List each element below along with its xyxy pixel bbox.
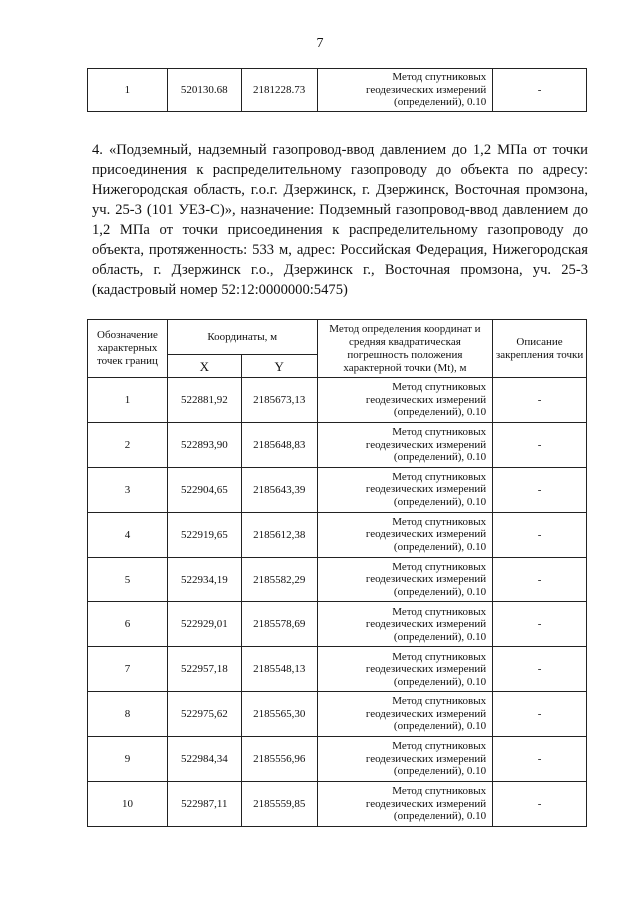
- x-coordinate-cell: 522881,92: [167, 378, 241, 423]
- method-cell: [317, 512, 493, 557]
- y-coordinate-cell: 2185673,13: [241, 378, 317, 423]
- coordinates-table: [87, 319, 587, 827]
- x-coordinate-cell: 522984,34: [167, 737, 241, 782]
- method-line: (определений), 0.10: [393, 810, 487, 823]
- method-line: (определений), 0.10: [393, 675, 487, 688]
- table-row: [88, 422, 587, 467]
- method-line: геодезических измерений: [365, 797, 487, 810]
- y-coordinate-cell: 2185556,96: [241, 737, 317, 782]
- method-cell: [317, 69, 493, 112]
- method-line: геодезических измерений: [365, 573, 487, 586]
- point-cell: 6: [88, 602, 168, 647]
- table-header-row: [88, 320, 587, 355]
- fixing-cell: -: [493, 737, 587, 782]
- header-coords: Координаты, м: [167, 320, 317, 355]
- table-row: [88, 602, 587, 647]
- table-body: [88, 378, 587, 827]
- method-line: геодезических измерений: [365, 618, 487, 631]
- method-cell: [317, 378, 493, 423]
- header-fixing: Описание закрепления точки: [493, 320, 587, 378]
- fixing-cell: -: [493, 782, 587, 827]
- method-line: (определений), 0.10: [394, 96, 487, 109]
- method-line: геодезических измерений: [365, 752, 487, 765]
- top-table-body: [88, 69, 587, 112]
- point-cell: 8: [88, 692, 168, 737]
- method-line: Метод спутниковых: [392, 605, 487, 618]
- table-row: [88, 782, 587, 827]
- fixing-cell: -: [493, 557, 587, 602]
- method-cell: [317, 647, 493, 692]
- fixing-cell: -: [493, 378, 587, 423]
- x-coordinate-cell: 522919,65: [167, 512, 241, 557]
- method-cell: [317, 467, 493, 512]
- x-coordinate-cell: 520130.68: [167, 69, 241, 112]
- table-row: [88, 378, 587, 423]
- method-line: Метод спутниковых: [392, 71, 487, 84]
- point-cell: 2: [88, 422, 168, 467]
- table-row: [88, 692, 587, 737]
- point-cell: 5: [88, 557, 168, 602]
- method-cell: [317, 557, 493, 602]
- table-row: [88, 557, 587, 602]
- method-line: Метод спутниковых: [392, 426, 487, 439]
- x-coordinate-cell: 522975,62: [167, 692, 241, 737]
- fixing-cell: -: [493, 69, 587, 112]
- method-line: геодезических измерений: [365, 663, 487, 676]
- header-y: Y: [241, 355, 317, 378]
- method-line: геодезических измерений: [365, 83, 487, 96]
- point-cell: 1: [88, 69, 168, 112]
- fixing-cell: -: [493, 422, 587, 467]
- method-line: Метод спутниковых: [392, 650, 487, 663]
- method-line: Метод спутниковых: [392, 560, 487, 573]
- table-row: [88, 512, 587, 557]
- point-cell: 3: [88, 467, 168, 512]
- method-line: (определений), 0.10: [393, 585, 487, 598]
- y-coordinate-cell: 2185559,85: [241, 782, 317, 827]
- point-cell: 9: [88, 737, 168, 782]
- fixing-cell: -: [493, 647, 587, 692]
- method-line: (определений), 0.10: [393, 495, 487, 508]
- y-coordinate-cell: 2185612,38: [241, 512, 317, 557]
- point-cell: 1: [88, 378, 168, 423]
- x-coordinate-cell: 522987,11: [167, 782, 241, 827]
- y-coordinate-cell: 2185578,69: [241, 602, 317, 647]
- method-line: геодезических измерений: [365, 483, 487, 496]
- table-row: [88, 647, 587, 692]
- header-point: Обозначение характерных точек границ: [88, 320, 168, 378]
- method-cell: [317, 602, 493, 647]
- point-cell: 7: [88, 647, 168, 692]
- header-x: X: [167, 355, 241, 378]
- point-cell: 10: [88, 782, 168, 827]
- method-line: геодезических измерений: [365, 438, 487, 451]
- method-line: Метод спутниковых: [392, 740, 487, 753]
- table-row: [88, 69, 587, 112]
- method-cell: [317, 782, 493, 827]
- method-line: (определений), 0.10: [393, 765, 487, 778]
- method-line: (определений), 0.10: [393, 451, 487, 464]
- method-line: (определений), 0.10: [393, 406, 487, 419]
- method-line: геодезических измерений: [365, 528, 487, 541]
- x-coordinate-cell: 522934,19: [167, 557, 241, 602]
- x-coordinate-cell: 522929,01: [167, 602, 241, 647]
- fixing-cell: -: [493, 602, 587, 647]
- method-line: Метод спутниковых: [392, 470, 487, 483]
- page-number: 7: [316, 36, 324, 51]
- header-method: Метод определения координат и средняя квадратическая погрешность положения характерной точки (Mt), м: [317, 320, 493, 378]
- x-coordinate-cell: 522893,90: [167, 422, 241, 467]
- object-description: 4. «Подземный, надземный газопровод-ввод давлением до 1,2 МПа от точки присоединения к распределительному газопроводу до объекта по адресу: Нижегородская область, г.о.г. Дзержинск, г. Дзержинск, Восточная промзона, уч. 25-3 (101 УЕЗ-С)», назначение: Подземный газопровод-ввод давлением до 1,2 МПа от точки присоединения к распределительному газопроводу до объекта, протяженность: 533 м, адрес: Российская Федерация, Нижегородская область, г. Дзержинск г.о., Дзержинск г., Восточная промзона, уч. 25-3 (кадастровый номер 52:12:0000000:5475): [92, 142, 588, 298]
- method-cell: [317, 422, 493, 467]
- top-coordinates-table: [87, 68, 587, 112]
- method-line: (определений), 0.10: [393, 630, 487, 643]
- method-line: Метод спутниковых: [392, 785, 487, 798]
- fixing-cell: -: [493, 467, 587, 512]
- y-coordinate-cell: 2185548,13: [241, 647, 317, 692]
- method-line: Метод спутниковых: [392, 381, 487, 394]
- method-line: Метод спутниковых: [392, 695, 487, 708]
- table-row: [88, 467, 587, 512]
- method-line: (определений), 0.10: [393, 540, 487, 553]
- x-coordinate-cell: 522904,65: [167, 467, 241, 512]
- method-line: геодезических измерений: [365, 707, 487, 720]
- y-coordinate-cell: 2185648,83: [241, 422, 317, 467]
- method-line: (определений), 0.10: [393, 720, 487, 733]
- y-coordinate-cell: 2185643,39: [241, 467, 317, 512]
- y-coordinate-cell: 2185565,30: [241, 692, 317, 737]
- x-coordinate-cell: 522957,18: [167, 647, 241, 692]
- point-cell: 4: [88, 512, 168, 557]
- y-coordinate-cell: 2181228.73: [241, 69, 317, 112]
- method-line: Метод спутниковых: [392, 515, 487, 528]
- fixing-cell: -: [493, 692, 587, 737]
- y-coordinate-cell: 2185582,29: [241, 557, 317, 602]
- table-row: [88, 737, 587, 782]
- method-cell: [317, 737, 493, 782]
- method-line: геодезических измерений: [365, 393, 487, 406]
- method-cell: [317, 692, 493, 737]
- fixing-cell: -: [493, 512, 587, 557]
